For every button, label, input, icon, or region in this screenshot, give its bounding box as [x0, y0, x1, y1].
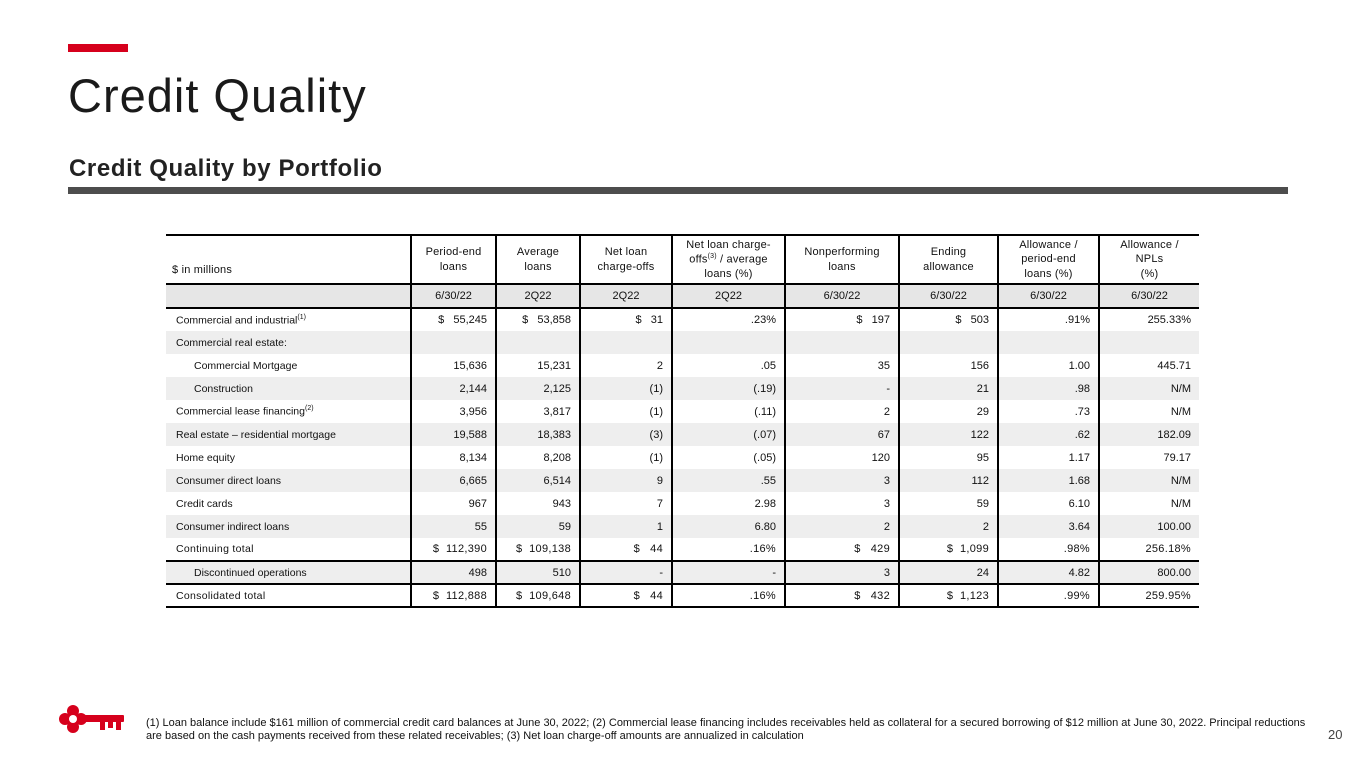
table-cell: $ 109,648 — [496, 584, 580, 607]
row-label: Construction — [166, 377, 411, 400]
table-row — [166, 423, 1199, 446]
table-cell — [998, 331, 1099, 354]
table-cell: 19,588 — [411, 423, 496, 446]
row-label: Real estate – residential mortgage — [166, 423, 411, 446]
col-header-allowance-to-npls: Allowance / NPLs (%) — [1099, 235, 1199, 284]
col-header-allowance-to-loans: Allowance / period-end loans (%) — [998, 235, 1099, 284]
table-cell — [1099, 331, 1199, 354]
row-label: Consumer direct loans — [166, 469, 411, 492]
date-cell: 6/30/22 — [1099, 284, 1199, 308]
table-cell: 120 — [785, 446, 899, 469]
table-cell: 9 — [580, 469, 672, 492]
table-cell: N/M — [1099, 377, 1199, 400]
table-cell: $ 429 — [785, 538, 899, 561]
date-cell: 2Q22 — [496, 284, 580, 308]
table-cell: $ 31 — [580, 308, 672, 331]
table-cell: - — [580, 561, 672, 584]
table-cell: 8,134 — [411, 446, 496, 469]
table-cell: .99% — [998, 584, 1099, 607]
credit-quality-table — [166, 234, 1199, 608]
table-cell — [672, 331, 785, 354]
col-header-period-end-loans: Period-end loans — [411, 235, 496, 284]
table-cell: $ 44 — [580, 538, 672, 561]
table-cell: 8,208 — [496, 446, 580, 469]
table-row — [166, 469, 1199, 492]
table-cell: $ 197 — [785, 308, 899, 331]
table-cell: (1) — [580, 400, 672, 423]
col-header-ending-allowance: Ending allowance — [899, 235, 998, 284]
table-cell: 967 — [411, 492, 496, 515]
table-cell: N/M — [1099, 492, 1199, 515]
table-cell: 24 — [899, 561, 998, 584]
table-row — [166, 446, 1199, 469]
col-header-nco-ratio: Net loan charge- offs$^{(3)}$ / average loans (%) — [672, 235, 785, 284]
table-cell — [899, 331, 998, 354]
date-cell: 2Q22 — [672, 284, 785, 308]
table-cell: .98 — [998, 377, 1099, 400]
table-cell: 95 — [899, 446, 998, 469]
table-cell: 498 — [411, 561, 496, 584]
date-cell: 6/30/22 — [411, 284, 496, 308]
table-cell: 6.80 — [672, 515, 785, 538]
col-header-nonperforming-loans: Nonperforming loans — [785, 235, 899, 284]
table-cell: 3,817 — [496, 400, 580, 423]
table-cell: $ 53,858 — [496, 308, 580, 331]
table-cell: 3 — [785, 561, 899, 584]
table-cell: (.19) — [672, 377, 785, 400]
table-cell: 2.98 — [672, 492, 785, 515]
table-cell: 67 — [785, 423, 899, 446]
table-cell: .16% — [672, 584, 785, 607]
row-label: Commercial and industrial$^{(1)}$ — [176, 313, 306, 327]
table-cell: 59 — [899, 492, 998, 515]
table-cell: 21 — [899, 377, 998, 400]
table-cell: 943 — [496, 492, 580, 515]
table-cell: 1.68 — [998, 469, 1099, 492]
table-row — [166, 561, 1199, 584]
table-cell: (.07) — [672, 423, 785, 446]
table-cell: 35 — [785, 354, 899, 377]
table-header-row — [166, 235, 1199, 284]
table-cell: 6.10 — [998, 492, 1099, 515]
table-row — [166, 492, 1199, 515]
table-cell: 7 — [580, 492, 672, 515]
title-accent-bar — [68, 44, 128, 52]
table-cell: .62 — [998, 423, 1099, 446]
table-cell: .55 — [672, 469, 785, 492]
table-cell: .23% — [672, 308, 785, 331]
table-cell: (.11) — [672, 400, 785, 423]
table-cell: 2,144 — [411, 377, 496, 400]
unit-label: $ in millions — [166, 235, 411, 284]
footnote: (1) Loan balance include $161 million of commercial credit card balances at June 30, 2022; (2) Commercial lease financing includes receivables held as collateral for a secured borrowing of $12 million at June 30, 2022. Principal reductions are based on the cash payments received from these related receivables; (3) Net loan charge-off amounts are annualized in calculation — [146, 717, 1306, 743]
key-logo-icon — [58, 704, 126, 734]
table-cell: .73 — [998, 400, 1099, 423]
table-row — [166, 377, 1199, 400]
table-cell: - — [672, 561, 785, 584]
table-cell: 59 — [496, 515, 580, 538]
table-row — [166, 308, 1199, 331]
table-cell: 1.17 — [998, 446, 1099, 469]
page-subtitle: Credit Quality by Portfolio — [69, 155, 383, 182]
col-header-net-loan-charge-offs: Net loan charge-offs — [580, 235, 672, 284]
table-cell: 3,956 — [411, 400, 496, 423]
table-cell: 256.18% — [1099, 538, 1199, 561]
table-cell: $ 44 — [580, 584, 672, 607]
row-label: Commercial lease financing$^{(2)}$ — [176, 405, 314, 418]
table-cell: 6,665 — [411, 469, 496, 492]
table-cell: 15,231 — [496, 354, 580, 377]
table-cell: 1 — [580, 515, 672, 538]
date-cell: 6/30/22 — [785, 284, 899, 308]
date-cell — [166, 284, 411, 308]
table-cell: 800.00 — [1099, 561, 1199, 584]
table-cell: 100.00 — [1099, 515, 1199, 538]
table-cell: .98% — [998, 538, 1099, 561]
page-number: 20 — [1328, 727, 1343, 742]
table-cell — [580, 331, 672, 354]
table-cell: .16% — [672, 538, 785, 561]
table-cell: $ 112,888 — [411, 584, 496, 607]
date-row — [166, 284, 1199, 308]
table-cell — [785, 331, 899, 354]
table-cell: $ 55,245 — [411, 308, 496, 331]
table-row — [166, 538, 1199, 561]
table-cell: 510 — [496, 561, 580, 584]
date-cell: 6/30/22 — [998, 284, 1099, 308]
table-row — [166, 584, 1199, 607]
date-cell: 6/30/22 — [899, 284, 998, 308]
table-cell: 18,383 — [496, 423, 580, 446]
table-row — [166, 331, 1199, 354]
table-cell: 445.71 — [1099, 354, 1199, 377]
table-cell: $ 1,123 — [899, 584, 998, 607]
date-cell: 2Q22 — [580, 284, 672, 308]
table-cell: (1) — [580, 446, 672, 469]
row-label: Commercial real estate: — [166, 331, 411, 354]
table-cell: (.05) — [672, 446, 785, 469]
table-cell: 2 — [899, 515, 998, 538]
row-label: Consumer indirect loans — [166, 515, 411, 538]
table-cell: - — [785, 377, 899, 400]
table-cell: 255.33% — [1099, 308, 1199, 331]
row-label: Home equity — [176, 451, 235, 464]
table-cell: $ 432 — [785, 584, 899, 607]
table-cell: 2,125 — [496, 377, 580, 400]
row-label: Consolidated total — [166, 584, 411, 607]
table-cell: 1.00 — [998, 354, 1099, 377]
table-row — [166, 354, 1199, 377]
page-title: Credit Quality — [68, 69, 367, 122]
table-cell — [411, 331, 496, 354]
table-cell: $ 112,390 — [411, 538, 496, 561]
table-row — [166, 400, 1199, 423]
table-cell: $ 1,099 — [899, 538, 998, 561]
table-cell: .91% — [998, 308, 1099, 331]
table-cell: 112 — [899, 469, 998, 492]
table-cell: (3) — [580, 423, 672, 446]
table-cell: 29 — [899, 400, 998, 423]
table-cell: 182.09 — [1099, 423, 1199, 446]
table-cell: 4.82 — [998, 561, 1099, 584]
table-cell: 55 — [411, 515, 496, 538]
table-cell: 3.64 — [998, 515, 1099, 538]
table-cell: 156 — [899, 354, 998, 377]
table-cell — [496, 331, 580, 354]
table-cell: $ 503 — [899, 308, 998, 331]
table-cell: N/M — [1099, 400, 1199, 423]
table-cell: 2 — [785, 515, 899, 538]
table-cell: $ 109,138 — [496, 538, 580, 561]
header-divider — [68, 187, 1288, 194]
table-cell: 3 — [785, 492, 899, 515]
col-header-average-loans: Average loans — [496, 235, 580, 284]
table-cell: 2 — [785, 400, 899, 423]
row-label: Discontinued operations — [166, 561, 411, 584]
row-label: Continuing total — [166, 538, 411, 561]
table-cell: N/M — [1099, 469, 1199, 492]
table-cell: 259.95% — [1099, 584, 1199, 607]
table-row — [166, 515, 1199, 538]
row-label: Credit cards — [176, 497, 233, 510]
table-cell: .05 — [672, 354, 785, 377]
table-cell: 79.17 — [1099, 446, 1199, 469]
table-cell: (1) — [580, 377, 672, 400]
table-cell: 15,636 — [411, 354, 496, 377]
row-label: Commercial Mortgage — [194, 359, 298, 372]
table-cell: 3 — [785, 469, 899, 492]
table-cell: 2 — [580, 354, 672, 377]
table-cell: 122 — [899, 423, 998, 446]
table-cell: 6,514 — [496, 469, 580, 492]
